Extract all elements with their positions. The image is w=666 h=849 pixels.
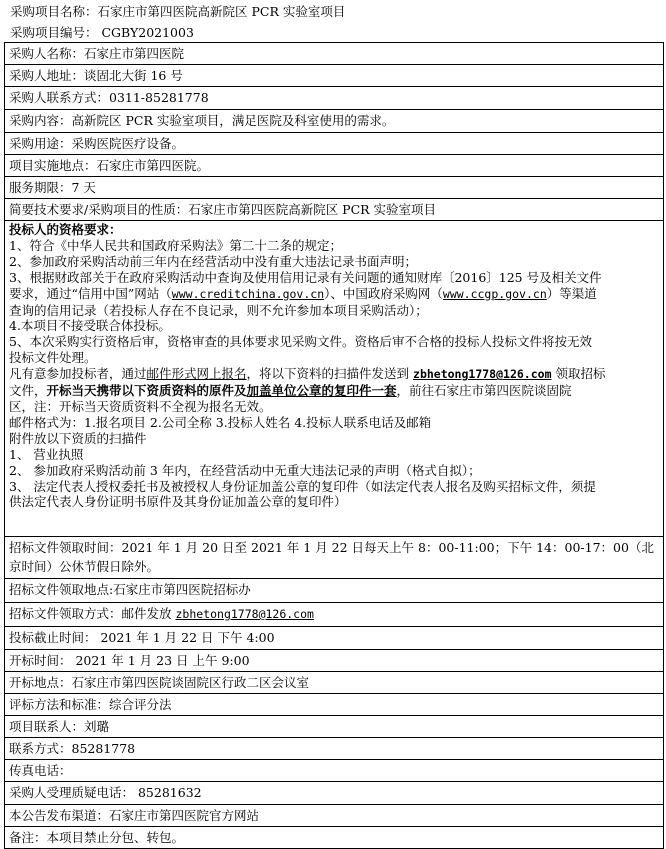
registration-b-post: ，前往石家庄市第四医院谈固院 bbox=[396, 383, 572, 399]
opening-time: 开标时间： 2021 年 1 月 23 日 上午 9:00 bbox=[5, 650, 663, 672]
bid-doc-place: 招标文件领取地点:石家庄市第四医院招标办 bbox=[5, 579, 663, 603]
bid-doc-method bbox=[5, 603, 663, 627]
registration-line-a bbox=[9, 366, 659, 383]
bid-doc-time: 招标文件领取时间：2021 年 1 月 20 日至 2021 年 1 月 22 日每天上午 8：00-11:00；下午 14：00-17：00（北京时间）公休节假日除外。 bbox=[5, 537, 663, 579]
qual-item-3b bbox=[9, 286, 659, 303]
bid-doc-method-label: 招标文件领取方式：邮件发放 bbox=[9, 606, 176, 621]
qual-item-3b-pre: 要求，通过“信用中国”网站（ bbox=[9, 285, 172, 301]
purchaser-address: 采购人地址：谈固北大街 16 号 bbox=[5, 65, 663, 87]
registration-b-pre: 文件， bbox=[9, 383, 47, 399]
registration-a-mid: ，将以下资料的扫描件发送到 bbox=[246, 366, 414, 382]
qualification-title: 投标人的资格要求： bbox=[9, 222, 122, 237]
attachment-item-1: 1、 营业执照 bbox=[9, 446, 84, 462]
implementation-place: 项目实施地点：石家庄市第四医院。 bbox=[5, 155, 663, 177]
attachment-item-3a: 3、 法定代表人授权委托书及被授权人身份证加盖公章的复印件（如法定代表人报名及购买招标文件，须提 bbox=[9, 478, 596, 494]
registration-line-c: 区，注：开标当天资质资料不全视为报名无效。 bbox=[9, 398, 272, 414]
contact-phone: 联系方式：85281778 bbox=[5, 738, 663, 760]
qual-item-3b-mid: ）、中国政府采购网（ bbox=[324, 285, 443, 301]
tech-requirements: 简要技术要求/采购项目的性质：石家庄市第四医院高新院区 PCR 实验室项目 bbox=[5, 199, 663, 221]
attachment-heading: 附件放以下资质的扫描件 bbox=[9, 430, 147, 446]
registration-a-pre: 凡有意参加投标者，通过 bbox=[9, 366, 147, 382]
registration-a-post: 领取招标 bbox=[551, 366, 606, 382]
evaluation-method: 评标方法和标准：综合评分法 bbox=[5, 694, 663, 716]
qual-item-5a: 5、本次采购实行资格后审，资格审查的具体要求见采购文件。资格后审不合格的投标人投标文件将按无效 bbox=[9, 334, 592, 350]
qual-item-5b: 投标文件处理。 bbox=[9, 350, 97, 366]
qual-item-3b-post: ）等渠道 bbox=[546, 285, 597, 301]
bid-deadline: 投标截止时间： 2021 年 1 月 22 日 下午 4:00 bbox=[5, 627, 663, 650]
qual-item-3c: 查询的信用记录（若投标人存在不良记录，则不允许参加本项目采购活动）； bbox=[9, 302, 428, 318]
complaint-phone: 采购人受理质疑电话： 85281632 bbox=[5, 782, 663, 805]
registration-b-bold-underlined: 加盖单位公章的复印件一套 bbox=[246, 383, 397, 399]
bid-doc-email[interactable]: zbhetong1778@126.com bbox=[175, 607, 314, 621]
remark: 备注：本项目禁止分包、转包。 bbox=[5, 827, 663, 849]
project-contact-person: 项目联系人：刘璐 bbox=[5, 716, 663, 738]
fax-phone: 传真电话： bbox=[5, 760, 663, 782]
project-name: 采购项目名称：石家庄市第四医院高新院区 PCR 实验室项目 bbox=[10, 4, 346, 19]
purchase-purpose: 采购用途：采购医院医疗设备。 bbox=[5, 133, 663, 155]
creditchina-link[interactable]: www.creditchina.gov.cn bbox=[171, 286, 325, 301]
mail-format: 邮件格式为：1.报名项目 2.公司全称 3.投标人姓名 4.投标人联系电话及邮箱 bbox=[9, 414, 432, 430]
purchaser-contact: 采购人联系方式：0311-85281778 bbox=[5, 87, 663, 110]
qual-item-3a: 3、根据财政部关于在政府采购活动中查询及使用信用记录有关问题的通知财库〔2016〕125 号及相关文件 bbox=[9, 269, 602, 285]
publish-channel: 本公告发布渠道：石家庄市第四医院官方网站 bbox=[5, 805, 663, 827]
attachment-item-2: 2、 参加政府采购活动前 3 年内，在经营活动中无重大违法记录的声明（格式自拟）； bbox=[9, 462, 481, 478]
opening-place: 开标地点：石家庄市第四医院谈固院区行政二区会议室 bbox=[5, 672, 663, 694]
info-table bbox=[4, 42, 664, 849]
registration-b-bold: 开标当天携带以下资质资料的原件及 bbox=[46, 383, 247, 399]
registration-a-underlined: 邮件形式网上报名 bbox=[146, 366, 247, 382]
attachment-item-3b: 供法定代表人身份证明书原件及其身份证加盖公章的复印件） bbox=[9, 494, 347, 510]
qual-item-4: 4.本项目不接受联合体投标。 bbox=[9, 318, 171, 334]
purchase-content: 采购内容：高新院区 PCR 实验室项目，满足医院及科室使用的需求。 bbox=[5, 110, 663, 133]
qual-item-1: 1、符合《中华人民共和国政府采购法》第二十二条的规定； bbox=[9, 237, 342, 253]
registration-line-b bbox=[9, 383, 659, 399]
registration-email[interactable]: zbhetong1778@126.com bbox=[413, 367, 552, 382]
project-code: 采购项目编号： CGBY2021003 bbox=[10, 25, 194, 40]
qual-item-2: 2、参加政府采购活动前三年内在经营活动中没有重大违法记录书面声明； bbox=[9, 253, 417, 269]
ccgp-link[interactable]: www.ccgp.gov.cn bbox=[442, 286, 547, 301]
service-period: 服务期限：7 天 bbox=[5, 177, 663, 199]
purchaser-name: 采购人名称：石家庄市第四医院 bbox=[5, 43, 663, 65]
bidder-qualification bbox=[5, 221, 663, 537]
